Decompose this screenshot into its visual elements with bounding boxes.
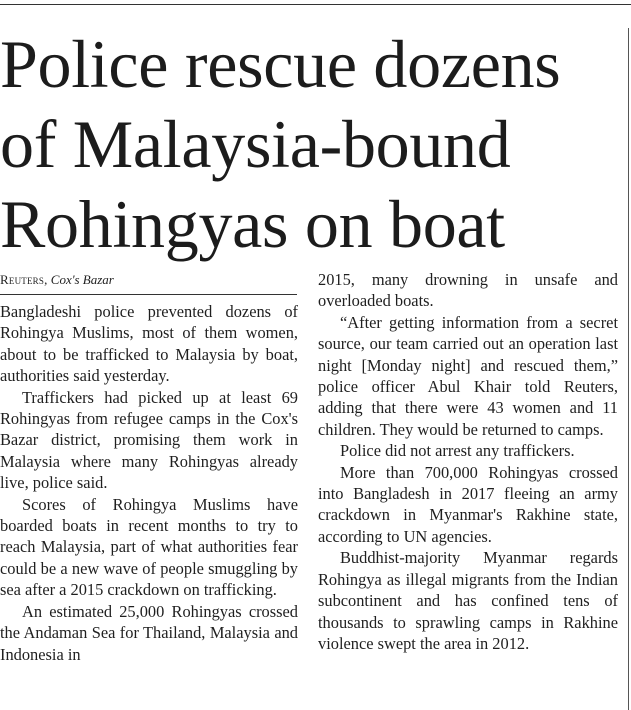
headline-line: of Malaysia-bound [0,106,511,182]
column-divider-right [628,28,629,710]
paragraph: Police did not arrest any traffickers. [340,441,575,461]
headline-line: Rohingyas on boat [0,186,505,262]
paragraph: Traffickers had picked up at least 69 Rohingyas from refugee camps in the Cox's Bazar district, promising them work in Malaysia where many Rohingyas already live, police said. [0,387,298,493]
byline-agency: Reuters, [0,272,48,287]
byline [0,272,114,288]
paragraph: An estimated 25,000 Rohingyas crossed the Andaman Sea for Thailand, Malaysia and Indonesia in [0,601,298,664]
paragraph: “After getting information from a secret source, our team carried out an operation last night [Monday night] and rescued them,” police officer Abul Khair told Reuters, adding that there were 43 women and 11 children. They would be returned to camps. [318,312,618,439]
byline-place: Cox's Bazar [50,272,114,287]
paragraph: Bangladeshi police prevented dozens of Rohingya Muslims, most of them women, about to be trafficked to Malaysia by boat, authorities said yesterday. [0,302,298,386]
paragraph: Buddhist-majority Myanmar regards Rohingya as illegal migrants from the Indian subcontinent and has confined tens of thousands to sprawling camps in Rakhine violence swept the area in 2012. [318,548,618,653]
byline-rule [0,294,297,295]
paragraph: Scores of Rohingya Muslims have boarded boats in recent months to try to reach Malaysia, part of what authorities fear could be a new wave of people smuggling by sea after a 2015 crackdown on trafficking. [0,494,298,600]
paragraph: More than 700,000 Rohingyas crossed into Bangladesh in 2017 fleeing an army crackdown in Myanmar's Rakhine state, according to UN agencies. [318,462,618,546]
headline [0,24,626,264]
headline-line: Police rescue dozens [0,26,561,102]
article-column-1 [0,301,298,665]
article-column-2 [318,269,618,654]
top-rule [0,4,631,5]
paragraph: 2015, many drowning in unsafe and overloaded boats. [318,270,618,311]
